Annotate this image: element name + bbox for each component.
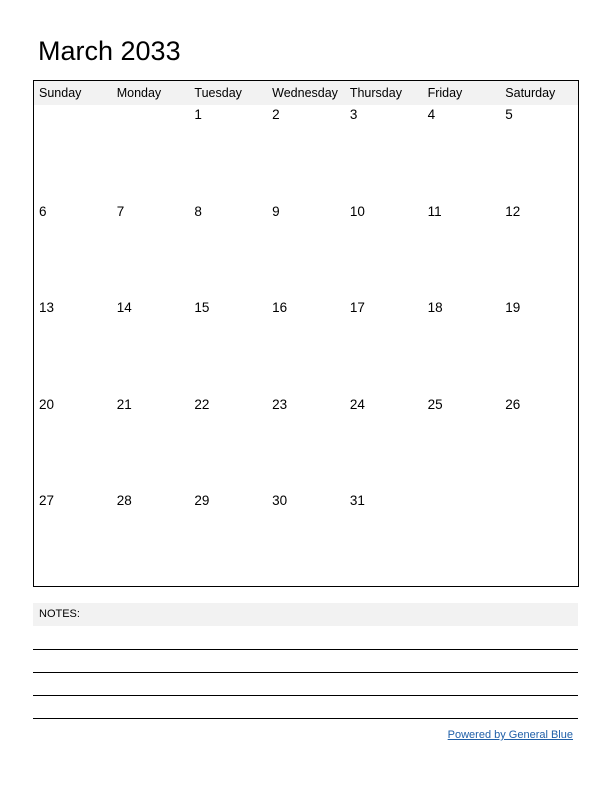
note-line bbox=[33, 718, 578, 719]
day-cell bbox=[112, 395, 190, 491]
weekday-thursday: Thursday bbox=[349, 86, 402, 100]
day-cell bbox=[189, 298, 267, 395]
day-number: 29 bbox=[194, 493, 210, 508]
calendar-weeks bbox=[34, 105, 578, 586]
day-cell bbox=[267, 202, 345, 298]
day-number: 23 bbox=[272, 397, 288, 412]
note-line bbox=[33, 672, 578, 673]
day-cell bbox=[345, 202, 423, 298]
day-cell bbox=[189, 395, 267, 491]
day-number: 5 bbox=[505, 107, 513, 122]
day-cell bbox=[189, 491, 267, 586]
day-cell bbox=[112, 298, 190, 395]
day-number: 16 bbox=[272, 300, 288, 315]
day-number: 7 bbox=[116, 204, 125, 219]
day-cell bbox=[267, 105, 345, 202]
day-number: 4 bbox=[427, 107, 436, 122]
day-number: 26 bbox=[505, 397, 521, 412]
note-line bbox=[33, 695, 578, 696]
day-number: 11 bbox=[427, 204, 442, 219]
notes-header bbox=[33, 603, 578, 626]
day-number: 19 bbox=[505, 300, 521, 315]
day-number: 24 bbox=[349, 397, 365, 412]
day-number: 3 bbox=[349, 107, 358, 122]
day-number: 20 bbox=[39, 397, 55, 412]
day-number: 30 bbox=[272, 493, 288, 508]
day-cell bbox=[112, 491, 190, 586]
day-cell bbox=[500, 395, 578, 491]
day-number: 14 bbox=[116, 300, 132, 315]
day-number: 9 bbox=[272, 204, 280, 219]
day-cell bbox=[34, 395, 112, 491]
weekday-monday: Monday bbox=[116, 86, 162, 100]
day-number: 17 bbox=[349, 300, 365, 315]
weekday-sunday: Sunday bbox=[39, 86, 82, 100]
day-cell bbox=[500, 298, 578, 395]
day-cell bbox=[500, 202, 578, 298]
powered-by-link[interactable]: Powered by General Blue bbox=[447, 729, 573, 741]
day-number: 28 bbox=[116, 493, 132, 508]
day-cell bbox=[423, 202, 501, 298]
weekday-wednesday: Wednesday bbox=[272, 86, 338, 100]
note-line bbox=[33, 649, 578, 650]
day-number: 1 bbox=[194, 107, 202, 122]
empty-day-cell bbox=[500, 491, 578, 586]
day-cell bbox=[34, 202, 112, 298]
day-number: 2 bbox=[272, 107, 280, 122]
day-cell bbox=[345, 395, 423, 491]
day-cell bbox=[112, 202, 190, 298]
empty-day-cell bbox=[34, 105, 112, 202]
day-number: 13 bbox=[39, 300, 55, 315]
notes-label: NOTES: bbox=[39, 608, 80, 620]
day-cell bbox=[345, 491, 423, 586]
day-number: 8 bbox=[194, 204, 202, 219]
weekday-friday: Friday bbox=[427, 86, 463, 100]
day-cell bbox=[189, 105, 267, 202]
page-title: March 2033 bbox=[38, 36, 181, 66]
calendar-grid bbox=[33, 80, 579, 587]
day-number: 25 bbox=[427, 397, 443, 412]
day-number: 18 bbox=[427, 300, 443, 315]
weekday-header-row bbox=[34, 81, 578, 105]
day-number: 27 bbox=[39, 493, 55, 508]
day-number: 31 bbox=[349, 493, 365, 508]
empty-day-cell bbox=[112, 105, 190, 202]
day-cell bbox=[267, 298, 345, 395]
day-cell bbox=[345, 105, 423, 202]
day-cell bbox=[500, 105, 578, 202]
day-number: 6 bbox=[39, 204, 47, 219]
day-number: 12 bbox=[505, 204, 521, 219]
day-number: 10 bbox=[349, 204, 365, 219]
day-cell bbox=[423, 298, 501, 395]
day-cell bbox=[267, 395, 345, 491]
day-cell bbox=[34, 298, 112, 395]
weekday-saturday: Saturday bbox=[505, 86, 556, 100]
day-cell bbox=[189, 202, 267, 298]
day-cell bbox=[423, 105, 501, 202]
day-cell bbox=[34, 491, 112, 586]
weekday-tuesday: Tuesday bbox=[194, 86, 242, 100]
empty-day-cell bbox=[423, 491, 501, 586]
day-number: 21 bbox=[116, 397, 132, 412]
day-cell bbox=[423, 395, 501, 491]
day-cell bbox=[345, 298, 423, 395]
day-number: 15 bbox=[194, 300, 210, 315]
day-cell bbox=[267, 491, 345, 586]
day-number: 22 bbox=[194, 397, 210, 412]
